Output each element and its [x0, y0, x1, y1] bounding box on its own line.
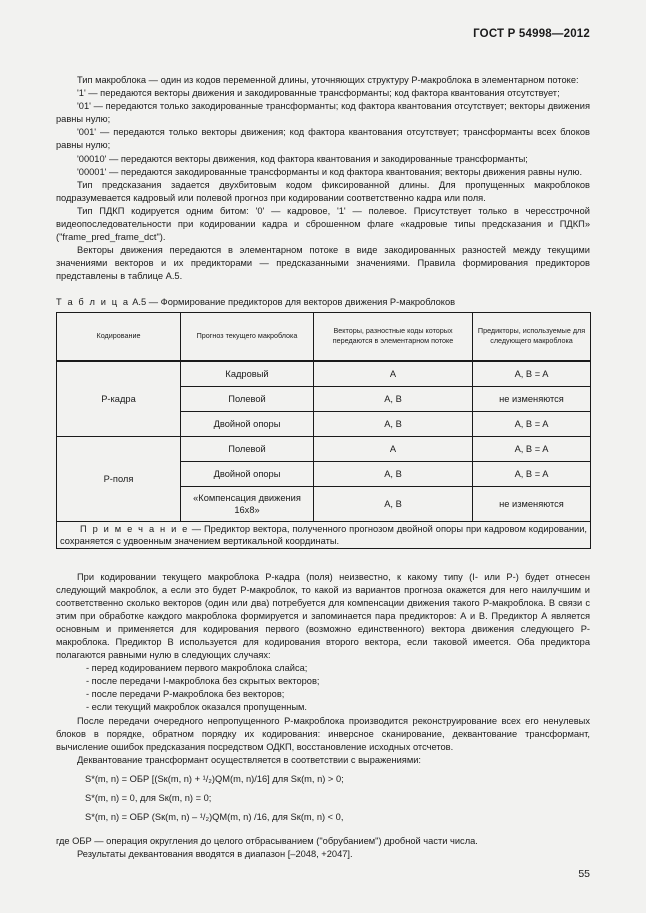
- table-note-dash: —: [191, 523, 202, 534]
- cell-vectors: A: [314, 361, 473, 387]
- page-content: [56, 0, 590, 913]
- paragraph-motion-vectors: Векторы движения передаются в элементарном потоке в виде закодированных разностей между текущими значениями векторов и их предикторами — предсказанными значениями. Правила формирования предикторов представлены в таблице А.5.: [56, 245, 590, 282]
- formula-zero: S*(m, n) = 0, для Sк(m, n) = 0;: [85, 793, 212, 803]
- paragraph-predictors-ab: При кодировании текущего макроблока P-кадра (поля) неизвестно, к какому типу (I- или P-) будет отнесен следующий макроблок, а если это будет P-макроблок, то какой из вариантов прогноза окажется для него наилучшим и соответственно сколько векторов (один или два) потребуется для компенсации движения такого P-макроблока. В связи с этим при обработке каждого макроблока формируется и запоминается пара предикторов: А и В. Предиктор А является основным и применяется для кодирования первого (возможно единственного) вектора движения следующего P-макроблока. Предиктор В используется для кодирования второго вектора, если таковой имеется. Оба предиктора полагаются равными нулю в следующих случаях:: [56, 571, 590, 661]
- group-label-p-frame: P-кадра: [57, 361, 181, 437]
- page-number: 55: [578, 868, 590, 880]
- predictor-formation-table: [56, 312, 591, 549]
- cell-vectors: A, B: [314, 386, 473, 411]
- cell-vectors: A, B: [314, 461, 473, 486]
- group-label-p-field: P-поля: [57, 436, 181, 521]
- bullet-after-p-macroblock: - после передачи P-макроблока без векторов;: [86, 689, 285, 700]
- cell-prediction: Кадровый: [181, 361, 314, 387]
- paragraph-code-1: '1' — передаются векторы движения и закодированные трансформанты; код фактора квантования отсутствует;: [77, 88, 560, 99]
- table-note-text: Предиктор вектора, полученного прогнозом двойной опоры при кадровом кодировании, сохраняется с удвоенным значением вертикальной координаты.: [60, 523, 587, 546]
- cell-predictors: не изменяются: [473, 386, 591, 411]
- paragraph-macroblock-type: Тип макроблока — один из кодов переменной длины, уточняющих структуру P-макроблока в элементарном потоке:: [77, 75, 579, 85]
- column-header-vectors: Вектoры, разностные коды которых передаются в элементарном потоке: [314, 312, 473, 361]
- table-caption-label: Т а б л и ц а: [56, 296, 130, 307]
- cell-predictors: A, B = A: [473, 461, 591, 486]
- table-row: [57, 436, 591, 461]
- paragraph-code-00010: '00010' — передаются векторы движения, код фактора квантования и закодированные трансформанты;: [77, 153, 528, 164]
- paragraph-dequantization-intro: Деквантование трансформант осуществляется в соответствии с выражениями:: [77, 754, 421, 765]
- cell-vectors: A, B: [314, 486, 473, 521]
- cell-vectors: A: [314, 436, 473, 461]
- cell-predictors: A, B = A: [473, 361, 591, 387]
- cell-prediction: Полевой: [181, 436, 314, 461]
- paragraph-reconstruction: После передачи очередного непропущенного P-макроблока производится реконструирование всех его ненулевых блоков в порядке, обратном порядку их кодирования: инверсное сканирование, деквантование трансформант, вычисление ошибок предсказания посредством ОДКП, восстановление исходных отсчетов.: [56, 715, 590, 752]
- bullet-skipped-macroblock: - если текущий макроблок оказался пропущенным.: [86, 702, 308, 713]
- paragraph-obr-definition: где ОБР — операция округления до целого отбрасыванием ("обрубанием") дробной части числа.: [56, 836, 478, 847]
- table-header-row: [57, 312, 591, 361]
- table-caption-dash: —: [148, 296, 159, 307]
- paragraph-code-00001: '00001' — передаются закодированные трансформанты и код фактора квантования; векторы движения равны нулю.: [77, 166, 583, 177]
- table-caption-text: Формирование предикторов для векторов движения P-макроблоков: [160, 296, 456, 307]
- table-note-label: П р и м е ч а н и е: [80, 523, 189, 534]
- paragraph-pdkp-type: Тип ПДКП кодируется одним битом: '0' — кадровое, '1' — полевое. Присутствует только в чересстрочной видеопоследовательности при кодировании кадра и сброшенном флаге «кадровые типы предсказания и ПДКП» ("frame_pred_frame_dct").: [56, 205, 590, 243]
- bullet-after-i-macroblock: - после передачи I-макроблока без скрытых векторов;: [86, 676, 320, 687]
- table-head: [57, 312, 591, 361]
- paragraph-code-01: '01' — передаются только закодированные трансформанты; код фактора квантования отсутствует; векторы движения равны нулю;: [56, 101, 590, 125]
- paragraph-prediction-type: Тип предсказания задается двухбитовым кодом фиксированной длины. Для пропущенных макроблоков подразумевается кадровый или полевой прогноз при кодировании соответственно кадра или поля.: [56, 179, 590, 203]
- column-header-prediction: Прогноз текущего макроблока: [181, 312, 314, 361]
- table-caption: [56, 297, 590, 307]
- table-note-cell: [57, 521, 591, 548]
- table-note-row: [57, 521, 591, 548]
- cell-predictors: не изменяются: [473, 486, 591, 521]
- table-body: [57, 361, 591, 549]
- column-header-coding: Кодирование: [57, 312, 181, 361]
- table-caption-number: А.5: [132, 296, 147, 307]
- cell-vectors: A, B: [314, 411, 473, 436]
- formula-positive: S*(m, n) = ОБР [(Sк(m, n) + ¹/₂)QM(m, n)/16] для Sк(m, n) > 0;: [85, 773, 344, 784]
- formula-negative: S*(m, n) = ОБР (Sк(m, n) – ¹/₂)QM(m, n) /16, для Sк(m, n) < 0,: [85, 812, 344, 823]
- cell-prediction: «Компенсация движения 16х8»: [181, 486, 314, 521]
- paragraph-dequantization-range: Результаты деквантования вводятся в диапазон [–2048, +2047].: [77, 849, 353, 860]
- cell-prediction: Двойной опоры: [181, 461, 314, 486]
- column-header-predictors: Предикторы, используемые для следующего макроблока: [473, 312, 591, 361]
- cell-predictors: A, B = A: [473, 436, 591, 461]
- standard-header: ГОСТ Р 54998—2012: [473, 28, 590, 40]
- bullet-before-first-macroblock: - перед кодированием первого макроблока слайса;: [86, 663, 308, 674]
- paragraph-code-001: '001' — передаются только векторы движения; код фактора квантования отсутствует; трансформанты всех блоков равны нулю;: [56, 127, 590, 151]
- body-text-block: [56, 74, 590, 861]
- table-row: [57, 361, 591, 387]
- cell-prediction: Полевой: [181, 386, 314, 411]
- cell-prediction: Двойной опоры: [181, 411, 314, 436]
- cell-predictors: A, B = A: [473, 411, 591, 436]
